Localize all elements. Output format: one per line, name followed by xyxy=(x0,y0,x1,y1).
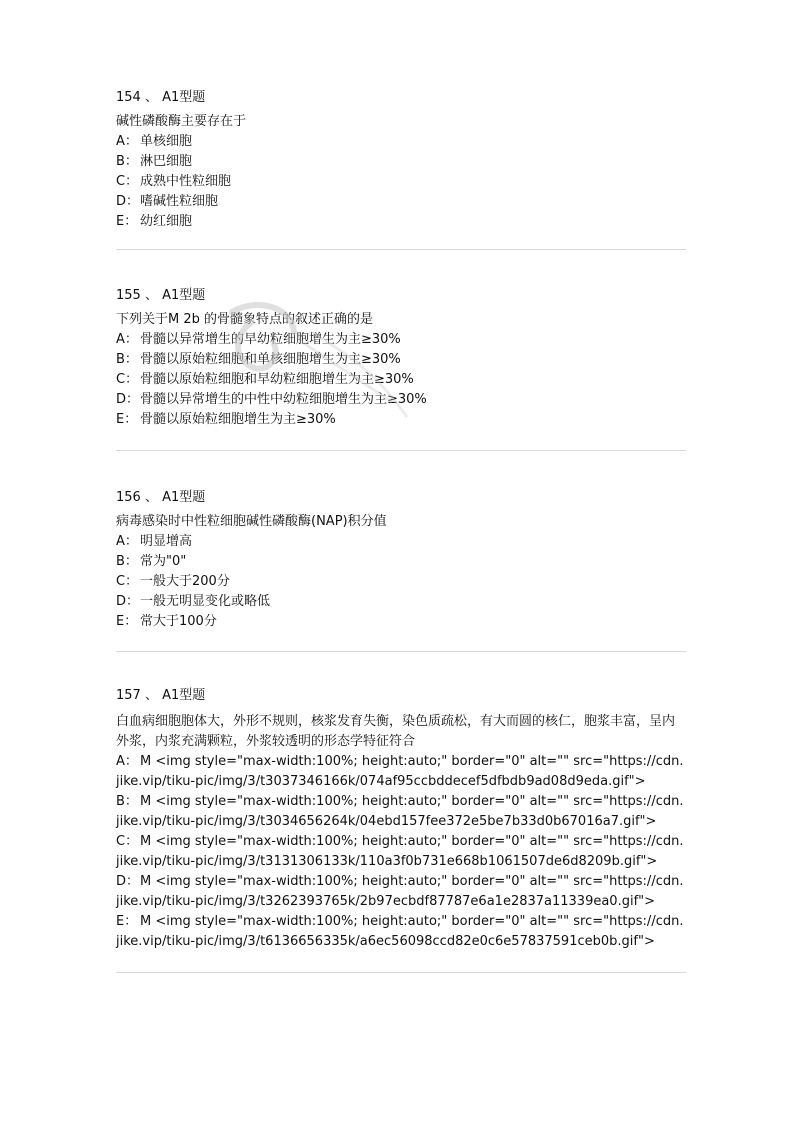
option-text: 骨髓以异常增生的早幼粒细胞增生为主≥30% xyxy=(140,332,401,347)
question-155 xyxy=(116,286,686,430)
option-text: 骨髓以异常增生的中性中幼粒细胞增生为主≥30% xyxy=(140,392,427,407)
option-text: 常为"0" xyxy=(140,554,187,569)
question-stem: 白血病细胞胞体大，外形不规则，核浆发育失衡，染色质疏松，有大而圆的核仁，胞浆丰富，呈内外浆，内浆充满颗粒，外浆较透明的形态学特征符合 xyxy=(116,714,676,749)
option-text: M <img style="max-width:100%; height:auto;" border="0" alt="" src="https://cdn.jike.vip/tiku-pic/img/3/t3262393765k/2b97ecbdf87787e6a1e2837a11339ea0.gif"> xyxy=(116,874,684,909)
option-d[interactable] xyxy=(116,192,686,212)
option-letter: E： xyxy=(116,412,138,427)
option-text: 骨髓以原始粒细胞和单核细胞增生为主≥30% xyxy=(140,352,401,367)
option-b[interactable] xyxy=(116,152,686,172)
option-text: 常大于100分 xyxy=(140,614,217,629)
option-e[interactable] xyxy=(116,410,686,430)
option-letter: C： xyxy=(116,174,139,189)
option-letter: D： xyxy=(116,594,140,609)
option-e[interactable] xyxy=(116,212,686,232)
option-d[interactable] xyxy=(116,592,686,612)
question-stem: 下列关于M 2b 的骨髓象特点的叙述正确的是 xyxy=(116,312,374,327)
question-number: 157 、 A1型题 xyxy=(116,688,206,703)
option-d[interactable] xyxy=(116,390,686,410)
question-154 xyxy=(116,88,686,232)
question-number: 156 、 A1型题 xyxy=(116,490,206,505)
option-letter: A： xyxy=(116,332,138,347)
option-text: M <img style="max-width:100%; height:auto;" border="0" alt="" src="https://cdn.jike.vip/tiku-pic/img/3/t3034656264k/04ebd157fee372e5be7b33d0b67016a7.gif"> xyxy=(116,794,684,829)
question-divider xyxy=(116,651,686,652)
option-text: 单核细胞 xyxy=(140,134,193,149)
option-text: 淋巴细胞 xyxy=(140,154,193,169)
question-number: 154 、 A1型题 xyxy=(116,90,206,105)
option-b[interactable] xyxy=(116,552,686,572)
option-c[interactable] xyxy=(116,572,686,592)
option-text: M <img style="max-width:100%; height:auto;" border="0" alt="" src="https://cdn.jike.vip/tiku-pic/img/3/t3131306133k/110a3f0b731e668b1061507de6d8209b.gif"> xyxy=(116,834,684,869)
option-text: 幼红细胞 xyxy=(140,214,193,229)
option-letter: D： xyxy=(116,392,140,407)
option-letter: C： xyxy=(116,574,139,589)
option-text: 成熟中性粒细胞 xyxy=(140,174,232,189)
option-a[interactable] xyxy=(116,330,686,350)
question-divider xyxy=(116,972,686,973)
option-b[interactable] xyxy=(116,350,686,370)
option-c[interactable] xyxy=(116,832,686,872)
option-text: 一般大于200分 xyxy=(140,574,230,589)
option-letter: B： xyxy=(116,352,138,367)
option-e[interactable] xyxy=(116,612,686,632)
question-stem: 病毒感染时中性粒细胞碱性磷酸酶(NAP)积分值 xyxy=(116,514,387,529)
option-text: 明显增高 xyxy=(140,534,193,549)
option-letter: D： xyxy=(116,194,140,209)
option-letter: E： xyxy=(116,214,138,229)
option-text: M <img style="max-width:100%; height:auto;" border="0" alt="" src="https://cdn.jike.vip/tiku-pic/img/3/t6136656335k/a6ec56098ccd82e0c6e57837591ceb0b.gif"> xyxy=(116,914,684,949)
option-c[interactable] xyxy=(116,370,686,390)
option-text: 骨髓以原始粒细胞和早幼粒细胞增生为主≥30% xyxy=(140,372,414,387)
option-a[interactable] xyxy=(116,752,686,792)
option-b[interactable] xyxy=(116,792,686,832)
question-divider xyxy=(116,249,686,250)
option-letter: B： xyxy=(116,154,138,169)
question-156 xyxy=(116,488,686,632)
option-letter: A： xyxy=(116,134,138,149)
option-letter: A： xyxy=(116,754,138,769)
question-stem: 碱性磷酸酶主要存在于 xyxy=(116,114,247,129)
question-page xyxy=(116,88,686,973)
option-d[interactable] xyxy=(116,872,686,912)
option-letter: A： xyxy=(116,534,138,549)
option-text: M <img style="max-width:100%; height:auto;" border="0" alt="" src="https://cdn.jike.vip/tiku-pic/img/3/t3037346166k/074af95ccbddecef5dfbdb9ad08d9eda.gif"> xyxy=(116,754,684,789)
option-text: 嗜碱性粒细胞 xyxy=(140,194,219,209)
option-c[interactable] xyxy=(116,172,686,192)
option-text: 一般无明显变化或略低 xyxy=(140,594,271,609)
question-number: 155 、 A1型题 xyxy=(116,288,206,303)
option-letter: E： xyxy=(116,914,138,929)
question-157 xyxy=(116,686,686,952)
option-letter: C： xyxy=(116,834,139,849)
option-text: 骨髓以原始粒细胞增生为主≥30% xyxy=(140,412,336,427)
option-a[interactable] xyxy=(116,532,686,552)
option-letter: D： xyxy=(116,874,140,889)
question-divider xyxy=(116,450,686,451)
option-letter: E： xyxy=(116,614,138,629)
option-letter: B： xyxy=(116,794,138,809)
option-a[interactable] xyxy=(116,132,686,152)
option-e[interactable] xyxy=(116,912,686,952)
option-letter: C： xyxy=(116,372,139,387)
option-letter: B： xyxy=(116,554,138,569)
